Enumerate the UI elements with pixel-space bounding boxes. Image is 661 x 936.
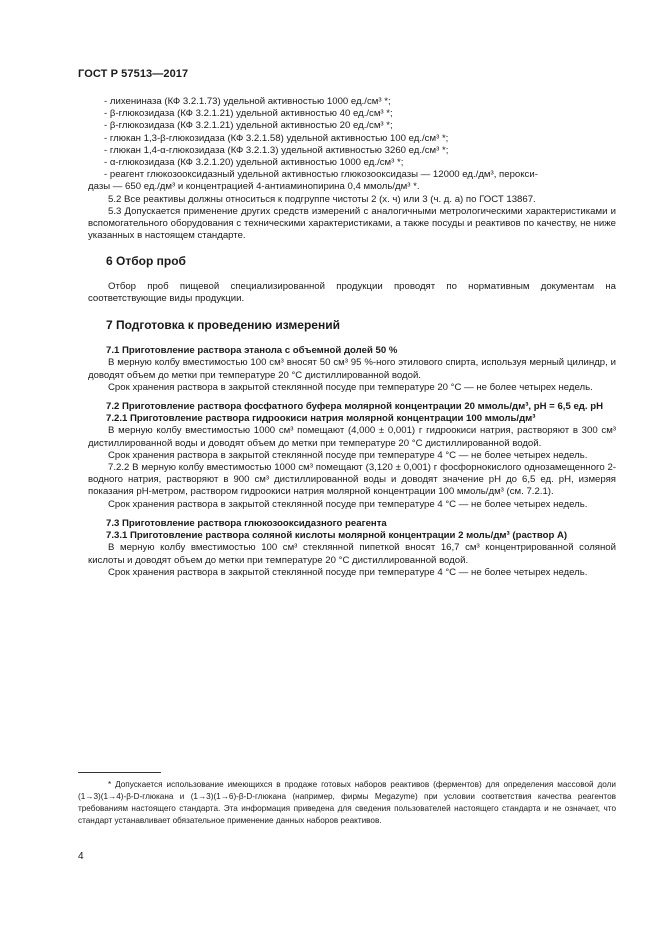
- paragraph-5-3: 5.3 Допускается применение других средств измерений с аналогичными метрологическими характеристиками и вспомогательного оборудования с техническими характеристиками, а также посуды и реактивов по качеству, не ниже указанных в настоящем стандарте.: [88, 205, 616, 242]
- paragraph-6: Отбор проб пищевой специализированной продукции проводят по нормативным документам на соответствующие виды продукции.: [88, 280, 616, 304]
- subsection-heading-7-3: 7.3 Приготовление раствора глюкозооксидазного реагента: [106, 517, 387, 529]
- footnote: [78, 779, 616, 827]
- list-item: - β-глюкозидаза (КФ 3.2.1.21) удельной активностью 20 ед./см³ *;: [104, 120, 393, 132]
- document-body: [88, 96, 616, 579]
- paragraph-7-3-1-b: Срок хранения раствора в закрытой стеклянной посуде при температуре 4 °С — не более четырех недель.: [108, 566, 588, 578]
- paragraph-7-2-1-a: В мерную колбу вместимостью 1000 см³ помещают (4,000 ± 0,001) г гидроокиси натрия, растворяют в 300 см³ дистиллированной воды и доводят объем до метки при температуре 20 °С дистиллированной водой.: [88, 425, 616, 449]
- paragraph-7-2-1-b: Срок хранения раствора в закрытой стеклянной посуде при температуре 4 °С — не более четырех недель.: [108, 449, 588, 461]
- subsection-heading-7-1: 7.1 Приготовление раствора этанола с объемной долей 50 %: [106, 345, 398, 357]
- list-item: - реагент глюкозооксидазный удельной активностью глюкозооксидазы — 12000 ед./дм³, перокси-: [104, 169, 538, 181]
- section-heading-7: 7 Подготовка к проведению измерений: [106, 318, 340, 333]
- list-item: - лихениназа (КФ 3.2.1.73) удельной активностью 1000 ед./см³ *;: [104, 96, 391, 107]
- subsection-heading-7-2: 7.2 Приготовление раствора фосфатного буфера молярной концентрации 20 ммоль/дм³, pH = 6,5 ед. pH: [106, 401, 603, 413]
- section-heading-6: 6 Отбор проб: [106, 254, 186, 269]
- paragraph-7-1-a: В мерную колбу вместимостью 100 см³ вносят 50 см³ 95 %-ного этилового спирта, используя мерный цилиндр, и доводят объем до метки при температуре 20 °С дистиллированной водой.: [88, 357, 616, 381]
- paragraph-7-2-2-a: 7.2.2 В мерную колбу вместимостью 1000 см³ помещают (3,120 ± 0,001) г фосфорнокислого однозамещенного 2-водного натрия, растворяют в 900 см³ дистиллированной воды и доводят значение pH до 6,5 ед. pH, измеряя показания pH-метром, раствором гидроокиси натрия молярной концентрации 100 ммоль/дм³ (см. 7.2.1).: [88, 462, 616, 498]
- footnote-divider: [78, 772, 161, 773]
- document-header: ГОСТ Р 57513—2017: [78, 68, 189, 80]
- paragraph-7-3-1-a: В мерную колбу вместимостью 100 см³ стеклянной пипеткой вносят 16,7 см³ концентрированной соляной кислоты и доводят объем до метки при температуре 20 °С дистиллированной водой.: [88, 542, 616, 566]
- list-item: - α-глюкозидаза (КФ 3.2.1.20) удельной активностью 1000 ед./см³ *;: [104, 157, 404, 169]
- list-item: - глюкан 1,3-β-глюкозидаза (КФ 3.2.1.58) удельной активностью 100 ед./см³ *;: [104, 132, 449, 144]
- subsection-heading-7-2-1: 7.2.1 Приготовление раствора гидроокиси натрия молярной концентрации 100 ммоль/дм³: [106, 413, 536, 425]
- paragraph-continuation: дазы — 650 ед./дм³ и концентрацией 4-антиаминопирина 0,4 ммоль/дм³ *.: [88, 181, 420, 193]
- list-item: - β-глюкозидаза (КФ 3.2.1.21) удельной активностью 40 ед./см³ *;: [104, 108, 393, 120]
- paragraph-7-2-2-b: Срок хранения раствора в закрытой стеклянной посуде при температуре 4 °С — не более четырех недель.: [108, 498, 588, 510]
- footnote-text: * Допускается использование имеющихся в продаже готовых наборов реактивов (ферментов) для определения массовой доли (1→3)(1→4)-β-D-глюкана и (1→3)(1→6)-β-D-глюкана (например, фирмы Megazyme) при условии соответствия качества реагентов требованиям настоящего стандарта. Эта информация приведена для сведения пользователей настоящего стандарта и не означает, что стандарт устанавливает обязательное применение данных наборов реактивов.: [78, 780, 616, 825]
- paragraph-7-1-b: Срок хранения раствора в закрытой стеклянной посуде при температуре 20 °С — не более четырех недель.: [108, 381, 593, 393]
- paragraph-5-2: 5.2 Все реактивы должны относиться к подгруппе чистоты 2 (х. ч) или 3 (ч. д. а) по ГОСТ 13867.: [108, 193, 536, 205]
- subsection-heading-7-3-1: 7.3.1 Приготовление раствора соляной кислоты молярной концентрации 2 моль/дм³ (раствор А): [106, 530, 568, 542]
- page-number: 4: [78, 851, 84, 862]
- list-item: - глюкан 1,4-α-глюкозидаза (КФ 3.2.1.3) удельной активностью 3260 ед./см³ *;: [104, 144, 449, 156]
